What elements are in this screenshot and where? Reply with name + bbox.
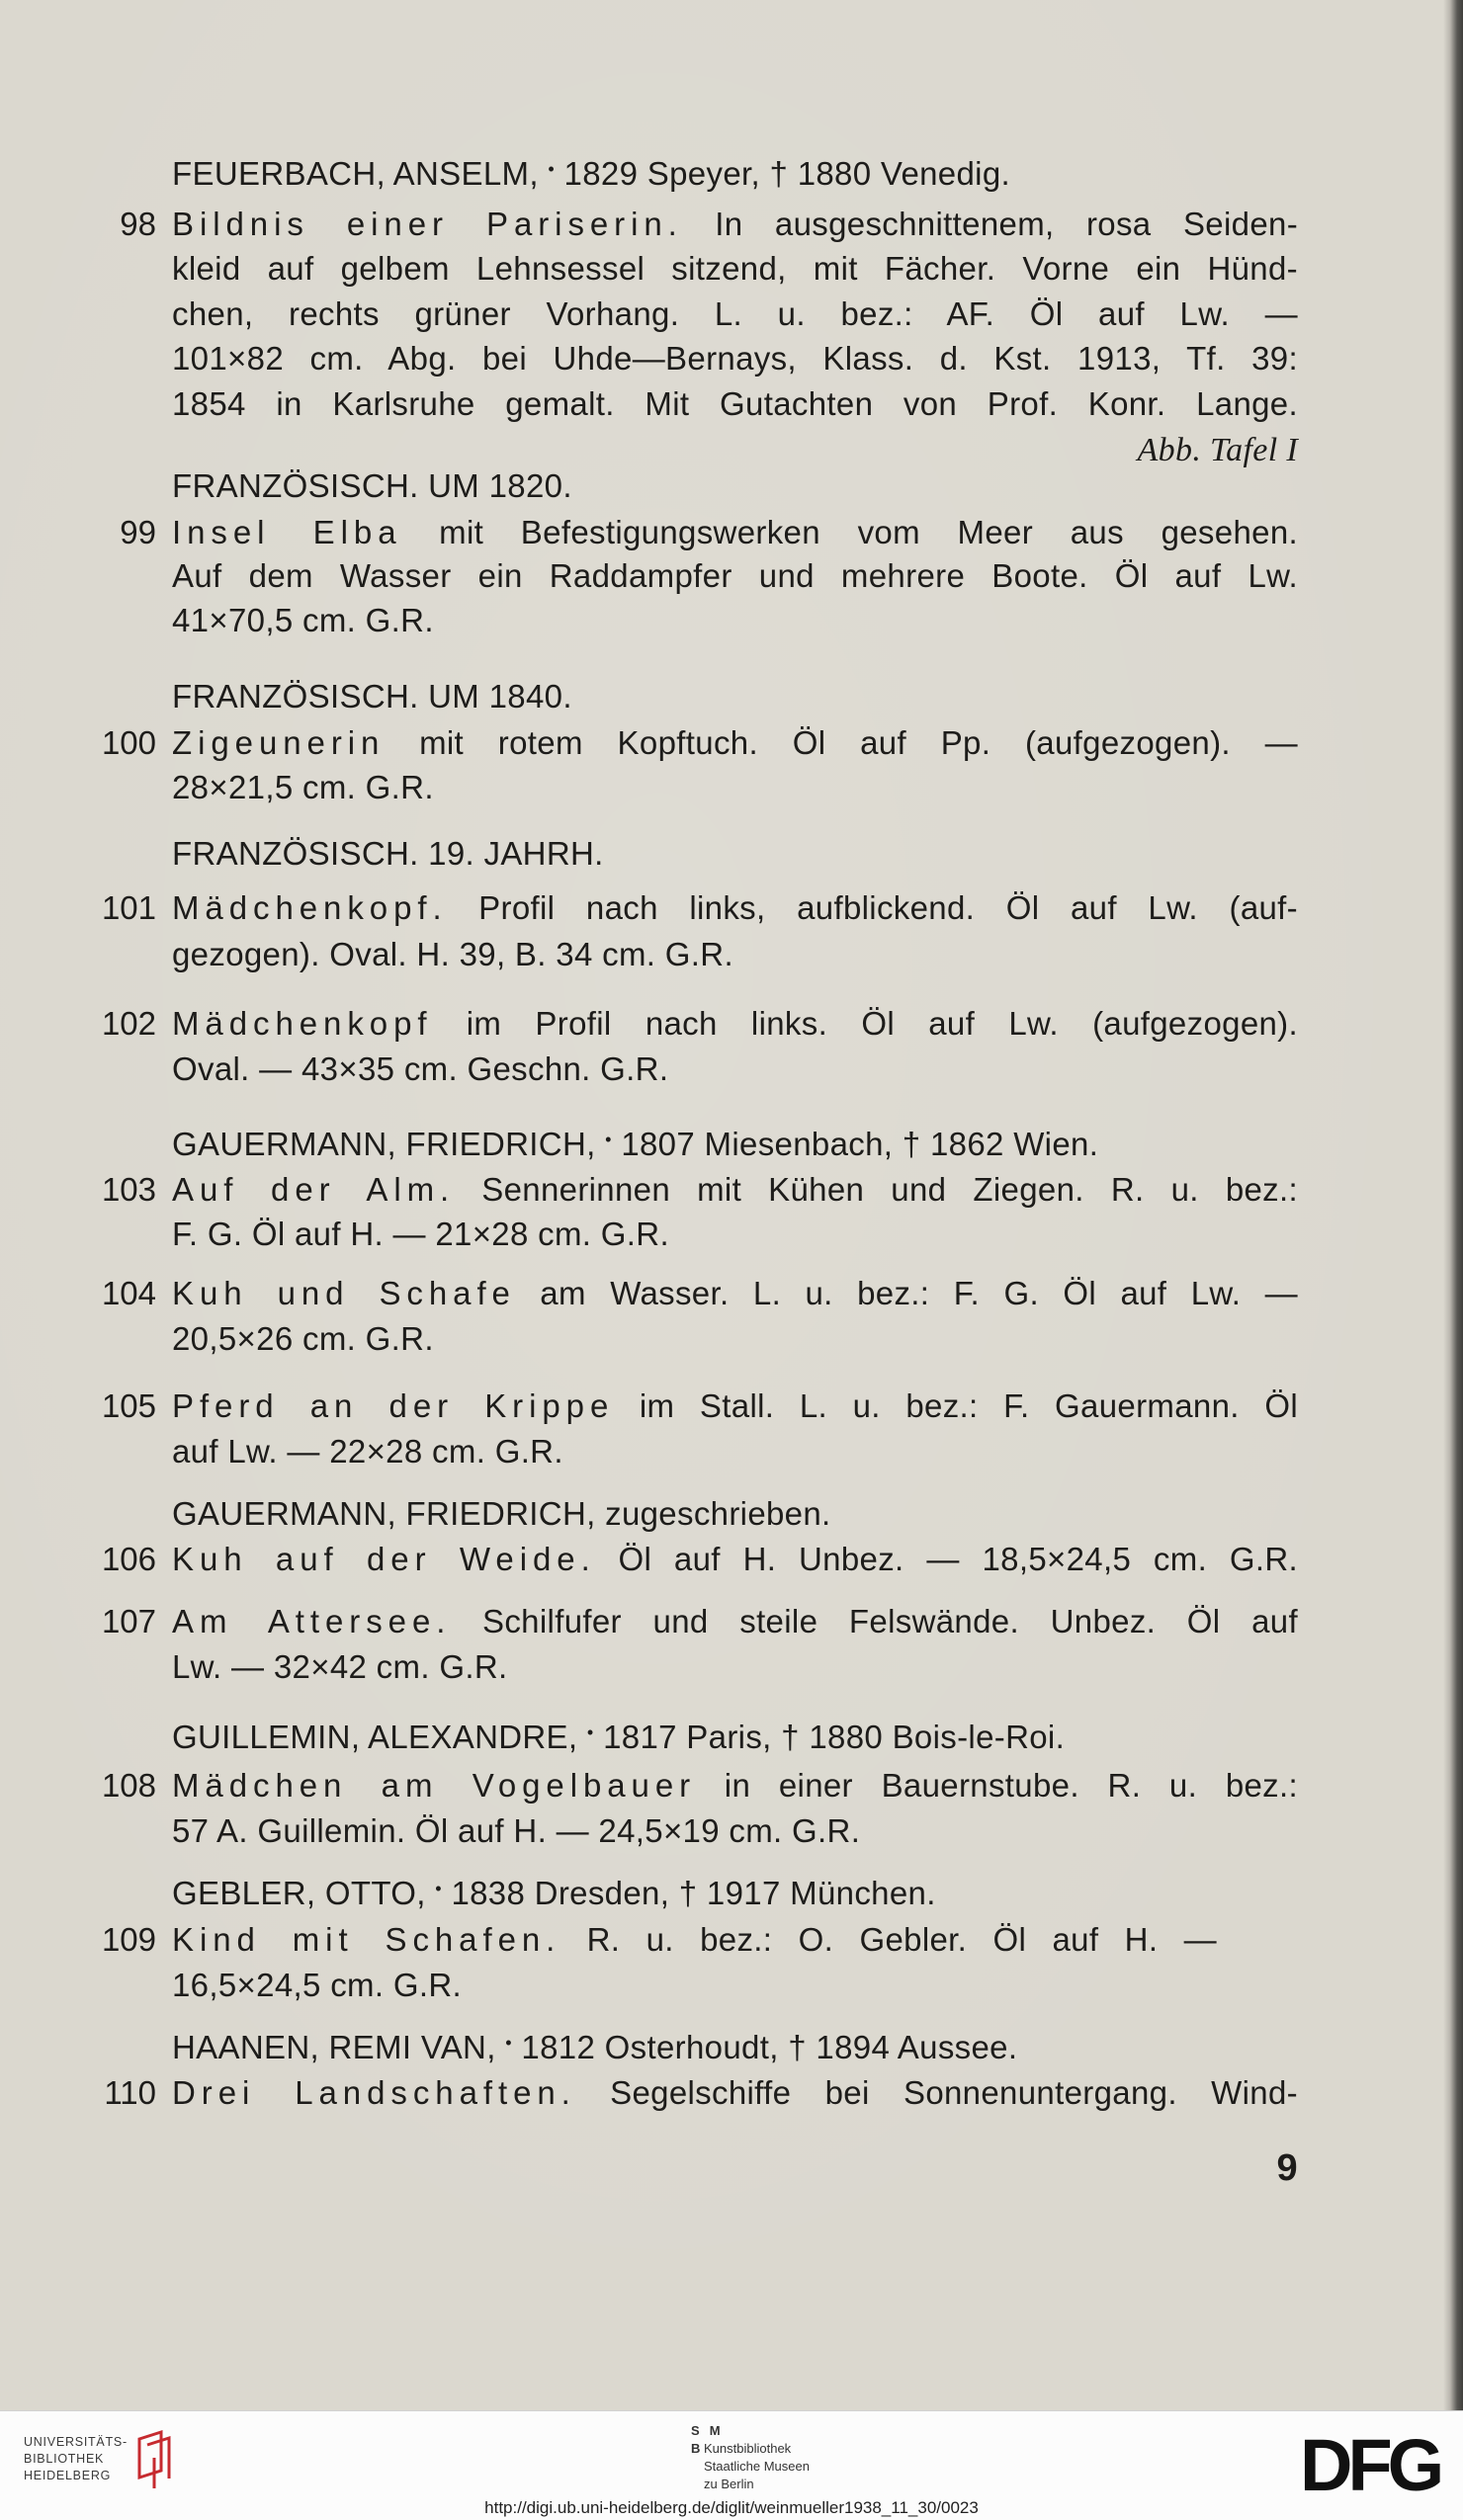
smb-logo-letters: S M <box>691 2423 724 2438</box>
entry-text: Schilfufer und steile Felswände. Unbez. Öl auf <box>482 1603 1298 1639</box>
entry-number: 101 <box>101 889 156 926</box>
entry-title: Insel Elba <box>172 514 402 550</box>
death-info: 1880 Venedig. <box>797 155 1011 192</box>
birth-mark: • <box>435 1879 442 1899</box>
smb-line: Staatliche Museen <box>704 2459 810 2474</box>
death-mark: † <box>788 2029 807 2065</box>
entry-text: Profil nach links, aufblickend. Öl auf Lw. (auf- <box>478 889 1299 926</box>
entry-line: 101×82 cm. Abg. bei Uhde—Bernays, Klass. d. Kst. 1913, Tf. 39: <box>172 340 1298 377</box>
entry-text: mit rotem Kopftuch. Öl auf Pp. (aufgezogen). — <box>419 724 1298 761</box>
entry-line <box>120 510 1298 554</box>
artist-heading <box>172 1491 1298 1536</box>
entry-line: 20,5×26 cm. G.R. <box>172 1320 434 1357</box>
entry-line: auf Lw. — 22×28 cm. G.R. <box>172 1433 563 1470</box>
artist-name: FEUERBACH, ANSELM, <box>172 155 539 192</box>
entry-text: R. u. bez.: O. Gebler. Öl auf H. — <box>586 1921 1217 1958</box>
birth-info: 1812 Osterhoudt, <box>521 2029 779 2065</box>
entry-title: Kuh auf der Weide. <box>172 1541 596 1577</box>
entry-text: am Wasser. L. u. bez.: F. G. Öl auf Lw. — <box>540 1275 1298 1311</box>
death-mark: † <box>781 1719 800 1755</box>
artist-name: GEBLER, OTTO, <box>172 1875 426 1911</box>
entry-text: im Stall. L. u. bez.: F. Gauermann. Öl <box>639 1387 1298 1424</box>
entry-number: 98 <box>120 206 156 242</box>
death-mark: † <box>678 1875 698 1911</box>
entry-text: in einer Bauernstube. R. u. bez.: <box>724 1767 1299 1804</box>
entry-number: 108 <box>101 1767 156 1804</box>
birth-info: 1829 Speyer, <box>563 155 760 192</box>
entry-line: 1854 in Karlsruhe gemalt. Mit Gutachten von Prof. Konr. Lange. <box>172 385 1298 422</box>
entry-line: 41×70,5 cm. G.R. <box>172 602 434 638</box>
smb-line: Kunstbibliothek <box>704 2441 792 2456</box>
death-info: 1894 Aussee. <box>816 2029 1018 2065</box>
entry-line: gezogen). Oval. H. 39, B. 34 cm. G.R. <box>172 936 733 972</box>
smb-logo-letter: B <box>691 2441 704 2456</box>
birth-mark: • <box>586 1722 594 1743</box>
smb-line: zu Berlin <box>704 2477 754 2491</box>
artist-heading <box>172 463 1298 508</box>
footer <box>0 2410 1463 2520</box>
entry-line <box>101 1167 1299 1212</box>
entry-title: Pferd an der Krippe <box>172 1387 615 1424</box>
entry-title: Mädchen am Vogelbauer <box>172 1767 697 1804</box>
entry-line: 57 A. Guillemin. Öl auf H. — 24,5×19 cm. G.R. <box>172 1812 861 1849</box>
entry-line <box>101 720 1298 765</box>
entry-number: 110 <box>104 2074 156 2111</box>
entry-line <box>101 1384 1298 1428</box>
death-info: 1862 Wien. <box>929 1126 1099 1162</box>
entry-title: Kuh und Schafe <box>172 1275 516 1311</box>
ub-heidelberg-mark-icon <box>135 2427 175 2495</box>
death-mark: † <box>769 155 789 192</box>
entry-title: Kind mit Schafen. <box>172 1921 561 1958</box>
birth-mark: • <box>505 2033 512 2054</box>
source-url[interactable]: http://digi.ub.uni-heidelberg.de/diglit/weinmueller1938_11_30/0023 <box>484 2498 979 2517</box>
ub-logo-line: BIBLIOTHEK <box>24 2452 105 2466</box>
entry-number: 109 <box>101 1921 156 1958</box>
artist-heading <box>172 1715 1298 1759</box>
entry-number: 103 <box>101 1171 156 1208</box>
entry-title: Zigeunerin <box>172 724 386 761</box>
entry-line <box>101 1917 1217 1962</box>
entry-number: 106 <box>101 1541 156 1577</box>
artist-name: FRANZÖSISCH. 19. JAHRH. <box>172 835 604 872</box>
page-number: 9 <box>1276 2147 1298 2189</box>
entry-title: Bildnis einer Pariserin. <box>172 206 683 242</box>
entry-text: Segelschiffe bei Sonnenuntergang. Wind- <box>610 2074 1298 2111</box>
entry-line: Oval. — 43×35 cm. Geschn. G.R. <box>172 1050 669 1087</box>
plate-reference: Abb. Tafel I <box>1137 432 1298 468</box>
entry-line: 16,5×24,5 cm. G.R. <box>172 1967 462 2003</box>
entry-text: im Profil nach links. Öl auf Lw. (aufgezogen). <box>466 1005 1298 1042</box>
entry-line: Lw. — 32×42 cm. G.R. <box>172 1648 508 1685</box>
entry-line <box>101 1271 1298 1315</box>
artist-name: HAANEN, REMI VAN, <box>172 2029 496 2065</box>
artist-name: FRANZÖSISCH. UM 1820. <box>172 467 572 504</box>
entry-title: Drei Landschaften. <box>172 2074 576 2111</box>
artist-heading <box>172 831 1298 876</box>
artist-name: GAUERMANN, FRIEDRICH, zugeschrieben. <box>172 1495 831 1532</box>
artist-heading <box>172 151 1298 196</box>
entry-number: 102 <box>101 1005 156 1042</box>
entry-line: Auf dem Wasser ein Raddampfer und mehrere Boote. Öl auf Lw. <box>172 557 1298 594</box>
death-mark: † <box>902 1126 921 1162</box>
entry-line <box>101 885 1299 930</box>
entry-line <box>120 202 1299 246</box>
entry-line: 28×21,5 cm. G.R. <box>172 769 434 805</box>
entry-line <box>104 2070 1298 2115</box>
entry-number: 99 <box>120 514 156 550</box>
birth-info: 1838 Dresden, <box>451 1875 670 1911</box>
birth-info: 1817 Paris, <box>603 1719 772 1755</box>
entry-text: mit Befestigungswerken vom Meer aus gesehen. <box>439 514 1298 550</box>
artist-name: GUILLEMIN, ALEXANDRE, <box>172 1719 578 1755</box>
entry-text: In ausgeschnittenem, rosa Seiden- <box>715 206 1299 242</box>
entry-text: Öl auf H. Unbez. — 18,5×24,5 cm. G.R. <box>618 1541 1299 1577</box>
death-info: 1917 München. <box>706 1875 936 1911</box>
entry-line: chen, rechts grüner Vorhang. L. u. bez.: AF. Öl auf Lw. — <box>172 295 1298 332</box>
entry-title: Am Attersee. <box>172 1603 452 1639</box>
ub-logo-line: HEIDELBERG <box>24 2469 112 2482</box>
artist-heading <box>172 1871 1298 1915</box>
birth-mark: • <box>605 1130 612 1150</box>
artist-heading <box>172 674 1298 718</box>
entry-line <box>101 1763 1299 1807</box>
entry-title: Mädchenkopf <box>172 1005 433 1042</box>
entry-title: Mädchenkopf. <box>172 889 448 926</box>
page-edge-shadow <box>1443 0 1463 2410</box>
entry-text: Sennerinnen mit Kühen und Ziegen. R. u. bez.: <box>481 1171 1299 1208</box>
entry-line <box>101 1001 1298 1046</box>
entry-line: F. G. Öl auf H. — 21×28 cm. G.R. <box>172 1216 669 1252</box>
entry-line <box>101 1537 1299 1581</box>
ub-logo-line: UNIVERSITÄTS- <box>24 2435 128 2449</box>
entry-number: 100 <box>101 724 156 761</box>
artist-heading <box>172 1122 1298 1166</box>
entry-number: 105 <box>101 1387 156 1424</box>
entry-number: 104 <box>101 1275 156 1311</box>
artist-heading <box>172 2025 1298 2069</box>
death-info: 1880 Bois-le-Roi. <box>809 1719 1066 1755</box>
birth-info: 1807 Miesenbach, <box>621 1126 894 1162</box>
entry-title: Auf der Alm. <box>172 1171 456 1208</box>
birth-mark: • <box>548 159 556 180</box>
dfg-logo: DFG <box>1300 2424 1440 2506</box>
entry-line: kleid auf gelbem Lehnsessel sitzend, mit Fächer. Vorne ein Hünd- <box>172 250 1298 287</box>
artist-name: GAUERMANN, FRIEDRICH, <box>172 1126 596 1162</box>
entry-number: 107 <box>101 1603 156 1639</box>
entry-line <box>101 1599 1298 1643</box>
artist-name: FRANZÖSISCH. UM 1840. <box>172 678 572 714</box>
